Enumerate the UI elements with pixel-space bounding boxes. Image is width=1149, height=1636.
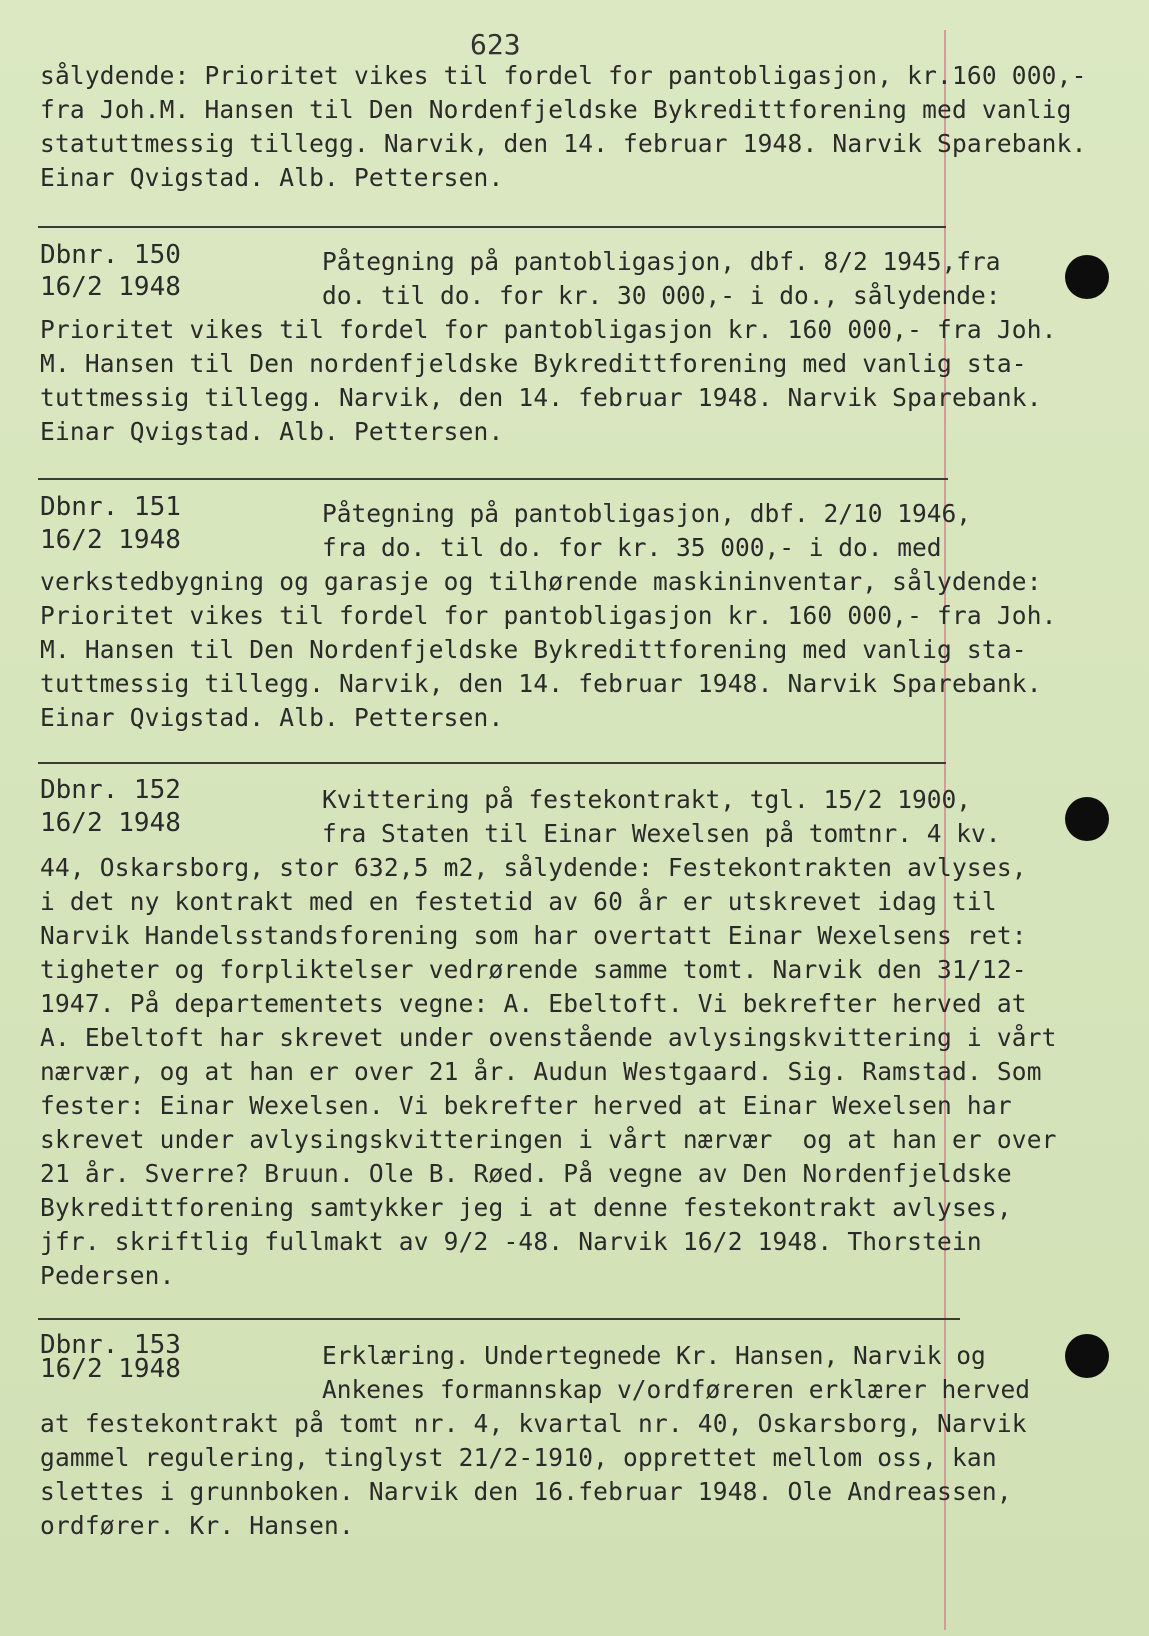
- entry-line: Pedersen.: [40, 1261, 175, 1290]
- entry-line: Ankenes formannskap v/ordføreren erklærer herved: [322, 1375, 1031, 1404]
- entry-divider: [38, 762, 946, 764]
- entry-date: 16/2 1948: [40, 272, 181, 302]
- intro-line: Einar Qvigstad. Alb. Pettersen.: [40, 163, 504, 192]
- entry-line: Prioritet vikes til fordel for pantobligasjon kr. 160 000,- fra Joh.: [40, 315, 1057, 344]
- intro-line: statuttmessig tillegg. Narvik, den 14. februar 1948. Narvik Sparebank.: [40, 129, 1087, 158]
- entry-line: fester: Einar Wexelsen. Vi bekrefter herved at Einar Wexelsen har: [40, 1091, 1012, 1120]
- entry-line: do. til do. for kr. 30 000,- i do., sålydende:: [322, 281, 1001, 310]
- entry-divider: [38, 478, 948, 480]
- entry-line: A. Ebeltoft har skrevet under ovenstående avlysingskvittering i vårt: [40, 1023, 1057, 1052]
- entry-line: tuttmessig tillegg. Narvik, den 14. februar 1948. Narvik Sparebank.: [40, 669, 1042, 698]
- entry-line: ordfører. Kr. Hansen.: [40, 1511, 354, 1540]
- entry-dbnr: Dbnr. 150: [40, 240, 181, 270]
- entry-line: Narvik Handelsstandsforening som har overtatt Einar Wexelsens ret:: [40, 921, 1027, 950]
- bullet-dot: [1065, 1334, 1109, 1378]
- entry-line: slettes i grunnboken. Narvik den 16.februar 1948. Ole Andreassen,: [40, 1477, 1012, 1506]
- entry-line: i det ny kontrakt med en festetid av 60 år er utskrevet idag til: [40, 887, 997, 916]
- intro-line: sålydende: Prioritet vikes til fordel for pantobligasjon, kr.160 000,-: [40, 61, 1087, 90]
- entry-dbnr: Dbnr. 152: [40, 775, 181, 805]
- entry-line: M. Hansen til Den Nordenfjeldske Bykredittforening med vanlig sta-: [40, 635, 1027, 664]
- entry-line: 1947. På departementets vegne: A. Ebeltoft. Vi bekrefter herved at: [40, 989, 1027, 1018]
- entry-line: nærvær, og at han er over 21 år. Audun Westgaard. Sig. Ramstad. Som: [40, 1057, 1042, 1086]
- entry-line: jfr. skriftlig fullmakt av 9/2 -48. Narvik 16/2 1948. Thorstein: [40, 1227, 982, 1256]
- entry-line: tigheter og forpliktelser vedrørende samme tomt. Narvik den 31/12-: [40, 955, 1027, 984]
- entry-line: fra do. til do. for kr. 35 000,- i do. med: [322, 533, 942, 562]
- page-number: 623: [470, 28, 521, 61]
- entry-line: M. Hansen til Den nordenfjeldske Bykredittforening med vanlig sta-: [40, 349, 1027, 378]
- entry-line: fra Staten til Einar Wexelsen på tomtnr. 4 kv.: [322, 819, 1001, 848]
- entry-line: gammel regulering, tinglyst 21/2-1910, opprettet mellom oss, kan: [40, 1443, 997, 1472]
- bullet-dot: [1065, 255, 1109, 299]
- entry-date: 16/2 1948: [40, 808, 181, 838]
- entry-line: verkstedbygning og garasje og tilhørende maskininventar, sålydende:: [40, 567, 1042, 596]
- entry-date: 16/2 1948: [40, 1354, 181, 1384]
- entry-line: 21 år. Sverre? Bruun. Ole B. Røed. På vegne av Den Nordenfjeldske: [40, 1159, 1012, 1188]
- entry-line: at festekontrakt på tomt nr. 4, kvartal nr. 40, Oskarsborg, Narvik: [40, 1409, 1027, 1438]
- entry-line: 44, Oskarsborg, stor 632,5 m2, sålydende: Festekontrakten avlyses,: [40, 853, 1027, 882]
- entry-divider: [38, 226, 946, 228]
- entry-line: Einar Qvigstad. Alb. Pettersen.: [40, 417, 504, 446]
- entry-date: 16/2 1948: [40, 525, 181, 555]
- entry-line: skrevet under avlysingskvitteringen i vårt nærvær og at han er over: [40, 1125, 1057, 1154]
- entry-line: Påtegning på pantobligasjon, dbf. 2/10 1946,: [322, 499, 972, 528]
- entry-line: Påtegning på pantobligasjon, dbf. 8/2 1945,fra: [322, 247, 1001, 276]
- entry-line: Bykredittforening samtykker jeg i at denne festekontrakt avlyses,: [40, 1193, 1012, 1222]
- entry-dbnr: Dbnr. 153: [40, 1330, 181, 1360]
- entry-line: Einar Qvigstad. Alb. Pettersen.: [40, 703, 504, 732]
- bullet-dot: [1065, 797, 1109, 841]
- entry-line: Prioritet vikes til fordel for pantobligasjon kr. 160 000,- fra Joh.: [40, 601, 1057, 630]
- entry-dbnr: Dbnr. 151: [40, 492, 181, 522]
- entry-line: Erklæring. Undertegnede Kr. Hansen, Narvik og: [322, 1341, 986, 1370]
- intro-line: fra Joh.M. Hansen til Den Nordenfjeldske Bykredittforening med vanlig: [40, 95, 1072, 124]
- entry-divider: [38, 1318, 960, 1320]
- entry-line: tuttmessig tillegg. Narvik, den 14. februar 1948. Narvik Sparebank.: [40, 383, 1042, 412]
- entry-line: Kvittering på festekontrakt, tgl. 15/2 1900,: [322, 785, 972, 814]
